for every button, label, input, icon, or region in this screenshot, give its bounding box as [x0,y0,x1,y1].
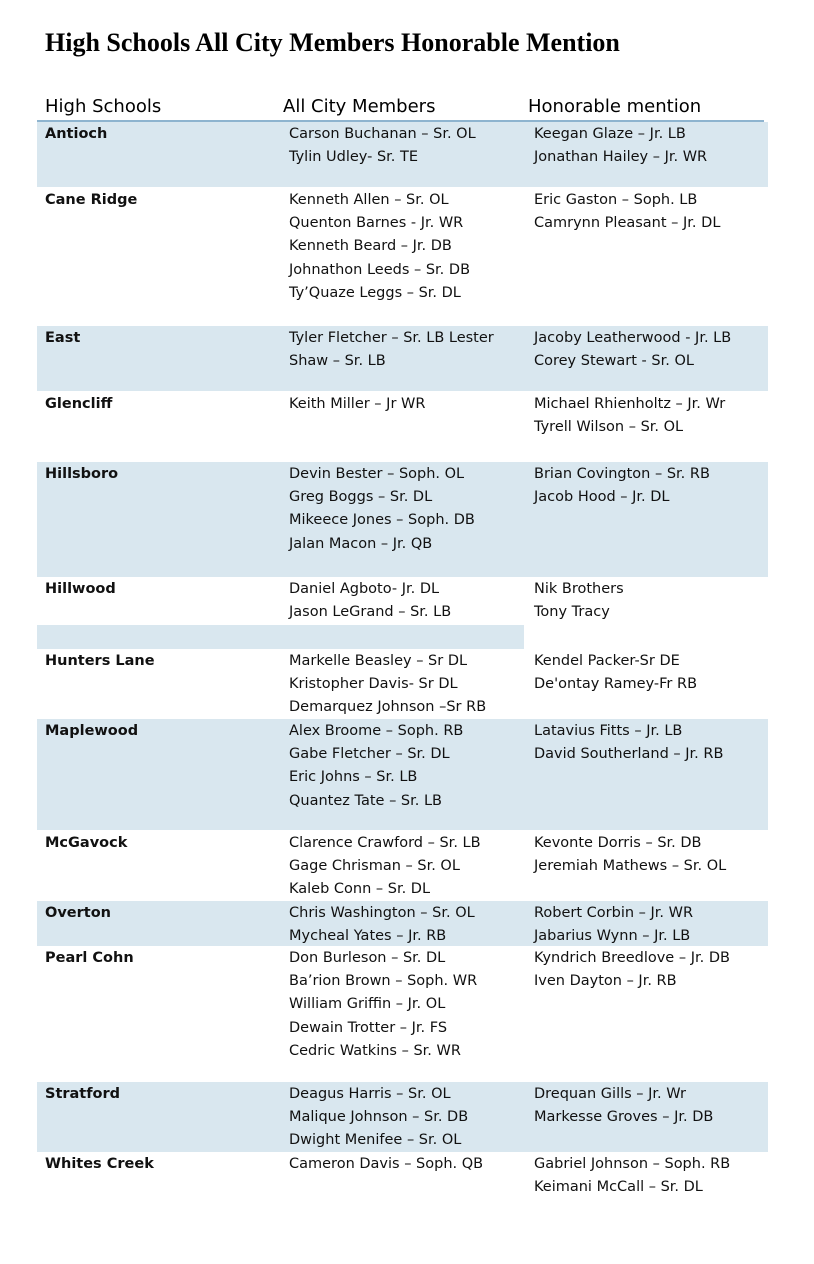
honorable-entry: Markesse Groves – Jr. DB [534,1109,714,1126]
table-row-cane-ridge [37,188,768,321]
honorable-entry: Robert Corbin – Jr. WR [534,905,694,921]
member-entry: Kenneth Allen – Sr. OL [289,192,449,208]
school-name: Maplewood [45,723,139,739]
member-entry: Eric Johns – Sr. LB [289,769,418,786]
school-name: Hillwood [45,581,116,597]
table-row-antioch [37,122,768,187]
member-entry: Malique Johnson – Sr. DB [289,1109,469,1126]
table-row-east [37,326,768,391]
member-entry: Dewain Trotter – Jr. FS [289,1019,448,1036]
school-name: McGavock [45,835,128,851]
header-all-city-members: All City Members [283,96,436,117]
honorable-entry: Keegan Glaze – Jr. LB [534,126,686,142]
header-honorable-mention: Honorable mention [528,96,702,117]
honorable-mention-cell [534,123,707,169]
member-entry: Alex Broome – Soph. RB [289,723,464,739]
honorable-mention-cell [534,463,710,509]
school-name: Antioch [45,126,108,142]
table-row-pearl-cohn [37,946,768,1081]
all-city-members-cell [289,189,470,305]
honorable-mention-cell [534,902,693,948]
all-city-members-cell [289,832,481,902]
honorable-entry: David Southerland – Jr. RB [534,746,724,763]
honorable-entry: Tony Tracy [534,604,610,621]
honorable-entry: Drequan Gills – Jr. Wr [534,1086,686,1102]
member-entry: Shaw – Sr. LB [289,353,386,370]
table-row-mcgavock [37,831,768,901]
honorable-entry: Gabriel Johnson – Soph. RB [534,1156,731,1172]
member-entry: Ba’rion Brown – Soph. WR [289,973,478,990]
honorable-entry: Tyrell Wilson – Sr. OL [534,419,684,436]
all-city-members-cell [289,1083,468,1153]
member-entry: Gage Chrisman – Sr. OL [289,858,460,875]
school-name: Stratford [45,1086,121,1102]
table-row-maplewood [37,719,768,830]
member-entry: Markelle Beasley – Sr DL [289,653,468,669]
table-row-overton [37,901,768,946]
all-city-members-cell [289,327,494,373]
member-entry: Dwight Menifee – Sr. OL [289,1132,462,1149]
member-entry: Clarence Crawford – Sr. LB [289,835,481,851]
member-entry: Carson Buchanan – Sr. OL [289,126,476,142]
member-entry: Ty’Quaze Leggs – Sr. DL [289,284,461,301]
shaded-spacer [37,625,524,649]
header-high-schools: High Schools [45,96,162,117]
member-entry: Daniel Agboto- Jr. DL [289,581,440,597]
school-name: Glencliff [45,396,113,412]
table-row-hillsboro [37,462,768,577]
honorable-mention-cell [534,327,731,373]
member-entry: Quantez Tate – Sr. LB [289,792,443,809]
honorable-entry: De'ontay Ramey-Fr RB [534,676,698,693]
member-entry: Kenneth Beard – Jr. DB [289,238,452,255]
honorable-entry: Jabarius Wynn – Jr. LB [534,928,691,945]
honorable-entry: Corey Stewart - Sr. OL [534,353,694,370]
all-city-members-cell [289,463,475,556]
honorable-entry: Kevonte Dorris – Sr. DB [534,835,702,851]
all-city-members-cell [289,578,451,624]
member-entry: Demarquez Johnson –Sr RB [289,699,487,716]
member-entry: Chris Washington – Sr. OL [289,905,475,921]
school-name: Hunters Lane [45,653,155,669]
member-entry: Mycheal Yates – Jr. RB [289,928,447,945]
member-entry: Kaleb Conn – Sr. DL [289,881,431,898]
member-entry: Cameron Davis – Soph. QB [289,1156,484,1172]
table-row-glencliff [37,392,768,454]
honorable-entry: Latavius Fitts – Jr. LB [534,723,683,739]
school-name: Hillsboro [45,466,119,482]
member-entry: Quenton Barnes - Jr. WR [289,215,464,232]
all-city-members-cell [289,123,476,169]
member-entry: Mikeece Jones – Soph. DB [289,512,475,529]
member-entry: Tylin Udley- Sr. TE [289,149,419,166]
honorable-mention-cell [534,1153,730,1199]
member-entry: Gabe Fletcher – Sr. DL [289,746,450,763]
member-entry: Jason LeGrand – Sr. LB [289,604,452,621]
all-city-members-cell [289,947,477,1063]
honorable-entry: Michael Rhienholtz – Jr. Wr [534,396,726,412]
honorable-entry: Brian Covington – Sr. RB [534,466,710,482]
table-row-stratford [37,1082,768,1152]
table-row-whites-creek [37,1152,768,1222]
honorable-entry: Keimani McCall – Sr. DL [534,1179,703,1196]
honorable-entry: Kendel Packer-Sr DE [534,653,680,669]
honorable-mention-cell [534,720,723,766]
honorable-entry: Iven Dayton – Jr. RB [534,973,677,990]
honorable-mention-cell [534,832,726,878]
member-entry: Don Burleson – Sr. DL [289,950,446,966]
member-entry: Cedric Watkins – Sr. WR [289,1042,461,1059]
member-entry: Johnathon Leeds – Sr. DB [289,261,471,278]
all-city-members-cell [289,1153,483,1176]
all-city-members-cell [289,720,463,813]
member-entry: Devin Bester – Soph. OL [289,466,465,482]
honorable-mention-cell [534,578,624,624]
honorable-entry: Eric Gaston – Soph. LB [534,192,698,208]
honorable-mention-cell [534,1083,713,1129]
honorable-entry: Jeremiah Mathews – Sr. OL [534,858,727,875]
honorable-entry: Jacob Hood – Jr. DL [534,489,670,506]
member-entry: Keith Miller – Jr WR [289,396,426,412]
member-entry: Greg Boggs – Sr. DL [289,489,433,506]
honorable-entry: Camrynn Pleasant – Jr. DL [534,215,721,232]
member-entry: William Griffin – Jr. OL [289,996,446,1013]
school-name: Cane Ridge [45,192,138,208]
all-city-members-cell [289,902,475,948]
honorable-entry: Kyndrich Breedlove – Jr. DB [534,950,730,966]
all-city-members-cell [289,393,425,416]
table-row-hillwood [37,577,768,625]
table-row-hunters-lane [37,649,768,719]
honorable-mention-cell [534,947,730,993]
school-name: Overton [45,905,111,921]
school-name: Whites Creek [45,1156,154,1172]
honorable-entry: Nik Brothers [534,581,624,597]
member-entry: Kristopher Davis- Sr DL [289,676,458,693]
honorable-entry: Jacoby Leatherwood - Jr. LB [534,330,732,346]
honorable-mention-cell [534,650,697,696]
member-entry: Deagus Harris – Sr. OL [289,1086,451,1102]
honorable-entry: Jonathan Hailey – Jr. WR [534,149,708,166]
member-entry: Tyler Fletcher – Sr. LB Lester [289,330,494,346]
all-city-members-cell [289,650,486,720]
school-name: East [45,330,81,346]
page-title: High Schools All City Members Honorable Mention [45,28,620,57]
school-name: Pearl Cohn [45,950,134,966]
honorable-mention-cell [534,393,725,439]
member-entry: Jalan Macon – Jr. QB [289,535,433,552]
honorable-mention-cell [534,189,720,235]
